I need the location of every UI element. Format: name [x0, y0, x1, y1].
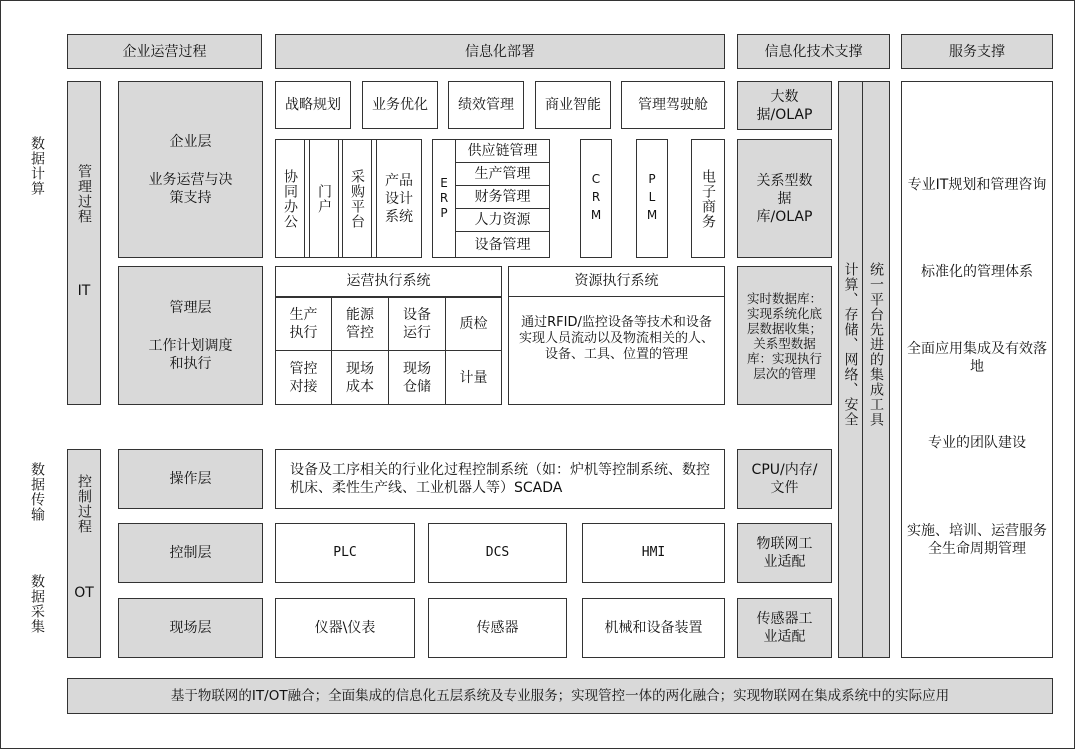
management-process-column	[67, 81, 101, 405]
ot-label: OT	[74, 585, 94, 601]
side-label-data-compute: 数据计算	[29, 136, 45, 196]
erp-module: 人力资源	[455, 208, 550, 232]
ops-execution-title: 运营执行系统	[276, 267, 501, 297]
erp-module: 设备管理	[455, 231, 550, 258]
enterprise-item-cockpit: 管理驾驶舱	[621, 81, 725, 129]
resource-execution-desc: 通过RFID/监控设备等技术和设备实现人员流动以及物流相关的人、设备、工具、位置的管理	[518, 315, 714, 362]
app-erp: ERP	[432, 139, 456, 258]
header-info-deploy: 信息化部署	[275, 34, 725, 69]
ops-cell: 现场成本	[331, 350, 389, 405]
ops-cell: 质检	[445, 297, 502, 351]
tech-cpu: CPU/内存/文件	[737, 449, 832, 509]
side-label-data-transfer: 数据传输	[29, 462, 45, 522]
enterprise-layer	[118, 81, 263, 258]
erp-module: 生产管理	[455, 162, 550, 186]
resource-execution-system	[508, 266, 725, 405]
ops-cell: 设备运行	[388, 297, 446, 351]
management-layer-title: 管理层	[169, 299, 212, 316]
enterprise-item-strategy: 战略规划	[275, 81, 351, 129]
erp-module: 财务管理	[455, 185, 550, 209]
enterprise-item-performance: 绩效管理	[448, 81, 524, 129]
service-item: 全面应用集成及有效落地	[907, 341, 1047, 375]
header-enterprise-process: 企业运营过程	[67, 34, 262, 69]
it-label: IT	[77, 283, 91, 299]
field-item-sensor: 传感器	[428, 598, 567, 658]
resource-execution-title: 资源执行系统	[509, 267, 724, 297]
tech-realtime-db: 实时数据库：实现系统化底层数据收集；关系型数据库：实现执行层次的管理	[737, 266, 832, 405]
tech-compute-bar: 计算、存储、网络、安全	[838, 81, 863, 658]
app-plm: PLM	[636, 139, 668, 258]
operation-desc-box: 设备及工序相关的行业化过程控制系统（如：炉机等控制系统、数控机床、柔性生产线、工业机器人等）SCADA	[275, 449, 725, 509]
management-process-label: 管理过程	[76, 164, 92, 224]
side-label-data-collect: 数据采集	[29, 574, 45, 634]
control-layer: 控制层	[118, 523, 263, 583]
service-item: 专业的团队建设	[928, 435, 1026, 451]
enterprise-item-business-opt: 业务优化	[362, 81, 438, 129]
header-info-tech: 信息化技术支撑	[737, 34, 890, 69]
operation-layer: 操作层	[118, 449, 263, 509]
enterprise-layer-title: 企业层	[169, 133, 212, 150]
ops-cell: 生产执行	[275, 297, 332, 351]
field-item-machinery: 机械和设备装置	[582, 598, 725, 658]
header-service: 服务支撑	[901, 34, 1053, 69]
ops-cell: 能源管控	[331, 297, 389, 351]
control-item-plc: PLC	[275, 523, 415, 583]
ops-cell: 管控对接	[275, 350, 332, 405]
field-item-instruments: 仪器\仪表	[275, 598, 415, 658]
enterprise-item-bi: 商业智能	[535, 81, 611, 129]
app-crm: CRM	[580, 139, 612, 258]
footer-summary: 基于物联网的IT/OT融合；全面集成的信息化五层系统及专业服务；实现管控一体的两化融合；实现物联网在集成系统中的实际应用	[67, 678, 1053, 714]
service-item: 专业IT规划和管理咨询	[907, 177, 1047, 193]
app-portal: 门户	[309, 139, 339, 258]
management-layer	[118, 266, 263, 405]
app-collab: 协同办公	[275, 139, 305, 258]
app-ecommerce: 电子商务	[691, 139, 725, 258]
tech-bigdata: 大数据/OLAP	[737, 81, 832, 130]
control-item-dcs: DCS	[428, 523, 567, 583]
tech-relational-db: 关系型数据库/OLAP	[737, 139, 832, 258]
service-item: 实施、培训、运营服务全生命周期管理	[907, 523, 1047, 557]
erp-module: 供应链管理	[455, 139, 550, 163]
service-item: 标准化的管理体系	[921, 264, 1033, 280]
management-layer-desc: 工作计划调度和执行	[148, 337, 233, 372]
ops-cell: 计量	[445, 350, 502, 405]
tech-sensor-adapter: 传感器工业适配	[737, 598, 832, 658]
app-procure: 采购平台	[342, 139, 372, 258]
control-item-hmi: HMI	[582, 523, 725, 583]
app-product-design: 产品设计系统	[376, 139, 422, 258]
control-process-column	[67, 449, 101, 658]
tech-iot-adapter: 物联网工业适配	[737, 523, 832, 583]
field-layer: 现场层	[118, 598, 263, 658]
enterprise-layer-desc: 业务运营与决策支持	[148, 171, 233, 206]
control-process-label: 控制过程	[76, 474, 92, 534]
ops-cell: 现场仓储	[388, 350, 446, 405]
tech-platform-bar: 统一平台先进的集成工具	[862, 81, 890, 658]
